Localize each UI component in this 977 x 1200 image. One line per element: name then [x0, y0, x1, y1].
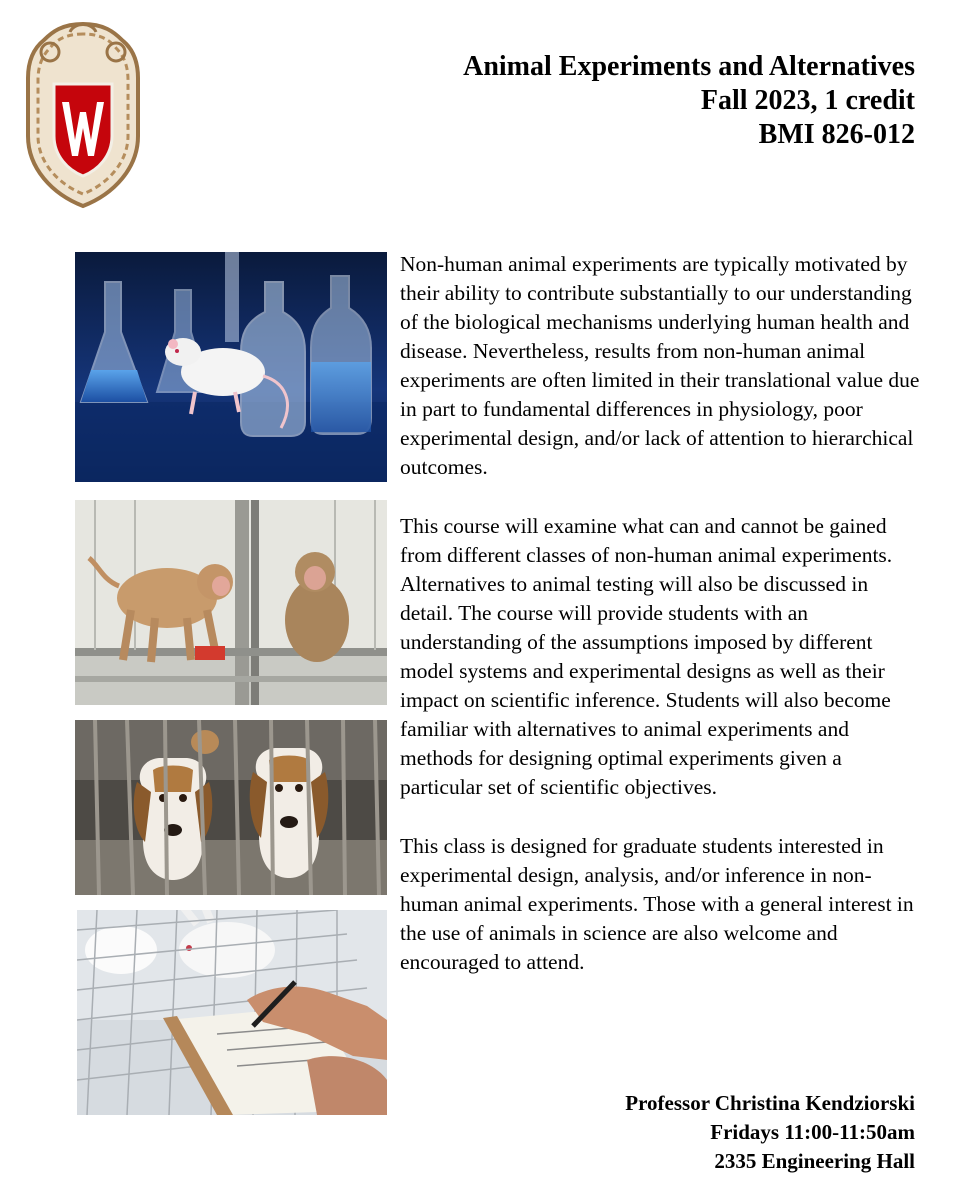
- class-location: 2335 Engineering Hall: [714, 1149, 915, 1173]
- course-description: [400, 250, 920, 1007]
- description-paragraph-1: Non-human animal experiments are typically motivated by their ability to contribute substantially to our understanding of the biological mechanisms underlying human health and disease. Nevertheless, results from non-human animal experiments are often limited in their translational value due in part to fundamental differences in physiology, poor experimental design, and/or lack of attention to hierarchical outcomes.: [400, 252, 920, 479]
- course-code: BMI 826-012: [758, 119, 915, 150]
- photo-rabbits-clipboard: [77, 910, 387, 1115]
- photo-beagles-in-cage: [75, 720, 387, 895]
- course-header: [463, 50, 915, 152]
- uw-crest-logo: [22, 18, 144, 210]
- professor-name: Professor Christina Kendziorski: [625, 1091, 915, 1115]
- photo-macaques-in-cages: [75, 500, 387, 705]
- course-info-block: [625, 1089, 915, 1176]
- description-paragraph-2: This course will examine what can and cannot be gained from different classes of non-human animal experiments. Alternatives to animal testing will also be discussed in detail. The course will provide students with an understanding of the assumptions imposed by different model systems and experimental designs as well as their impact on scientific inference. Students will also become familiar with alternatives to animal experiments and methods for designing optimal experiments given a particular set of scientific objectives.: [400, 514, 893, 799]
- description-paragraph-3: This class is designed for graduate students interested in experimental design, analysis, and/or inference in non-human animal experiments. Those with a general interest in the use of animals in science are also welcome and encouraged to attend.: [400, 834, 914, 974]
- class-schedule: Fridays 11:00-11:50am: [710, 1120, 915, 1144]
- photo-lab-mouse-glassware: [75, 252, 387, 482]
- course-title: Animal Experiments and Alternatives: [463, 51, 915, 82]
- course-term: Fall 2023, 1 credit: [700, 85, 915, 116]
